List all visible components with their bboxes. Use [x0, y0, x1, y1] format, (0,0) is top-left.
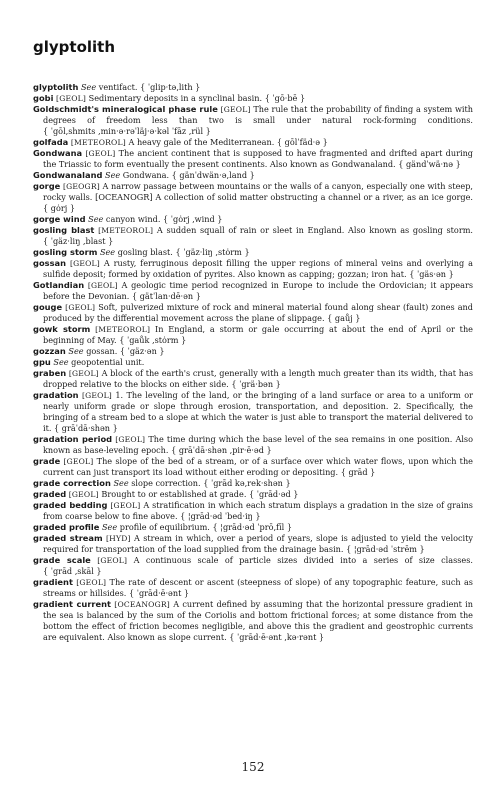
- entry-pronunciation: { ˈgō·bē }: [264, 93, 306, 103]
- entry-cross-reference: See: [99, 247, 116, 257]
- entry-headword: grade correction: [33, 478, 111, 488]
- entry-headword: gpu: [33, 357, 51, 367]
- dictionary-entry: [33, 148, 473, 170]
- entry-pronunciation: { ˈgäs·ən }: [409, 269, 454, 279]
- entry-definition: Gondwana.: [122, 170, 170, 180]
- dictionary-entry: [33, 357, 473, 368]
- dictionary-entry: [33, 489, 473, 500]
- entry-pronunciation: { ˈgaůk ‚stȯrm }: [119, 335, 187, 345]
- dictionary-entry: [33, 434, 473, 456]
- entry-pronunciation: { ˈgrād ‚skāl }: [43, 566, 102, 576]
- entry-field-label: [GEOL]: [68, 369, 99, 378]
- entry-definition: canyon wind.: [105, 214, 161, 224]
- entry-headword: graded bedding: [33, 500, 108, 510]
- entry-pronunciation: { ˈgrād·ē·ənt ‚kə·rənt }: [229, 632, 325, 642]
- entry-definition: profile of equilibrium.: [119, 522, 210, 532]
- entry-headword: Gotlandian: [33, 280, 85, 290]
- entry-pronunciation: { ˈgōl‚shmits ‚min·ə·rəˈläj·ə·kəl ˈfāz ‚rül }: [43, 126, 211, 136]
- entry-pronunciation: { ˈglip·tə‚lith }: [140, 82, 201, 92]
- entry-definition: geopotential unit.: [71, 357, 145, 367]
- entry-definition: ventifact.: [98, 82, 138, 92]
- dictionary-entry: [33, 82, 473, 93]
- dictionary-entry: [33, 456, 473, 478]
- entry-pronunciation: { ˈgäz·liŋ ‚stȯrm }: [175, 247, 250, 257]
- entry-pronunciation: { ¦grād·əd ˈprō‚fīl }: [212, 522, 293, 532]
- entry-definition: A narrow passage between mountains or the walls of a canyon, especially one with steep, rocky walls. [OCEANOGR] A collection of solid matter obstructing a channel or a river, as an ice gorge.: [43, 181, 473, 202]
- entry-field-label: [GEOL]: [85, 149, 116, 158]
- dictionary-entry: [33, 302, 473, 324]
- entry-headword: graded: [33, 489, 67, 499]
- dictionary-entry: [33, 346, 473, 357]
- entry-headword: gorge: [33, 181, 61, 191]
- dictionary-entry: [33, 478, 473, 489]
- entry-definition: 1. The leveling of the land, or the bringing of a land surface or area to a uniform or nearly uniform grade or slope through erosion, transportation, and deposition. 2. Specifically, the bringing of a stream bed to a slope at which the water is just able to transport the material delivered to it.: [43, 390, 473, 433]
- entry-headword: gradation period: [33, 434, 113, 444]
- entry-definition: A stratification in which each stratum displays a gradation in the size of grains from coarse below to fine above.: [43, 500, 473, 521]
- entry-pronunciation: { grād }: [340, 467, 376, 477]
- entry-cross-reference: See: [105, 170, 121, 180]
- dictionary-entry: [33, 522, 473, 533]
- entry-cross-reference: See: [88, 214, 104, 224]
- entry-pronunciation: { ˈgäz·ən }: [119, 346, 165, 356]
- entry-field-label: [GEOL]: [87, 281, 118, 290]
- entry-definition: A continuous scale of particle sizes divided into a series of size classes.: [133, 555, 473, 565]
- entry-definition: A block of the earth's crust, generally with a length much greater than its width, that has dropped relative to the blocks on either side.: [43, 368, 473, 389]
- entry-definition: A geologic time period recognized in Europe to include the Ordovician; it appears before the Devonian.: [43, 280, 473, 301]
- entry-definition: A heavy gale of the Mediterranean.: [128, 137, 275, 147]
- entry-headword: gorge wind: [33, 214, 86, 224]
- entry-headword: gradient current: [33, 599, 112, 609]
- page-number: 152: [241, 760, 265, 774]
- dictionary-entry: [33, 555, 473, 577]
- entry-headword: gradient: [33, 577, 73, 587]
- entry-headword: Gondwana: [33, 148, 83, 158]
- entry-pronunciation: { ¦grād·əd ˈstrēm }: [346, 544, 425, 554]
- entry-definition: The rule that the probability of finding a system with degrees of freedom less than two is small under natural rock-forming conditions.: [43, 104, 474, 125]
- entry-pronunciation: { ˈgrād kə‚rek·shən }: [203, 478, 291, 488]
- entry-field-label: [METEOROL]: [98, 226, 154, 235]
- entry-definition: The ancient continent that is supposed to have fragmented and drifted apart during the Triassic to form eventually the present continents. Also known as Gondwanaland.: [43, 148, 473, 169]
- dictionary-entry: [33, 181, 473, 214]
- dictionary-entry: [33, 104, 473, 137]
- dictionary-entry: [33, 368, 473, 390]
- entry-headword: Goldschmidt's mineralogical phase rule: [33, 104, 218, 114]
- entry-definition: The slope of the bed of a stream, or of a surface over which water flows, upon which the current can just transport its load without either eroding or depositing.: [43, 456, 473, 477]
- entry-definition: A stream in which, over a period of years, slope is adjusted to yield the velocity required for transportation of the load supplied from the drainage basin.: [43, 533, 473, 554]
- guide-word: glyptolith: [33, 38, 116, 56]
- entry-pronunciation: { gȯrj }: [43, 203, 76, 213]
- entry-cross-reference: See: [101, 522, 118, 532]
- dictionary-entry: [33, 500, 473, 522]
- entry-cross-reference: See: [68, 346, 84, 356]
- dictionary-entry: [33, 324, 473, 346]
- entry-headword: graded stream: [33, 533, 103, 543]
- entry-field-label: [GEOL]: [81, 391, 112, 400]
- entry-field-label: [GEOL]: [69, 259, 100, 268]
- entry-headword: grade scale: [33, 555, 91, 565]
- dictionary-entry: [33, 280, 473, 302]
- entry-headword: gowk storm: [33, 324, 91, 334]
- dictionary-entry: [33, 258, 473, 280]
- dictionary-entry: [33, 599, 473, 643]
- entry-headword: gossan: [33, 258, 67, 268]
- entry-pronunciation: { ˈgȯrj ‚wind }: [163, 214, 223, 224]
- entry-headword: gozzan: [33, 346, 66, 356]
- entry-field-label: [GEOL]: [63, 457, 94, 466]
- entry-definition: Sedimentary deposits in a synclinal basin.: [88, 93, 263, 103]
- entry-pronunciation: { ˈgäz·liŋ ‚blast }: [43, 236, 114, 246]
- entry-headword: gradation: [33, 390, 79, 400]
- dictionary-entry: [33, 247, 473, 258]
- dictionary-entry: [33, 225, 473, 247]
- entry-headword: golfada: [33, 137, 69, 147]
- dictionary-entry: [33, 390, 473, 434]
- entry-definition: The time during which the base level of the sea remains in one position. Also known as base-leveling epoch.: [43, 434, 473, 455]
- dictionary-entry: [33, 93, 473, 104]
- entry-definition: gossan.: [86, 346, 118, 356]
- entry-field-label: [HYD]: [106, 534, 131, 543]
- entry-headword: gobi: [33, 93, 54, 103]
- entry-field-label: [GEOL]: [65, 303, 96, 312]
- entry-definition: slope correction.: [131, 478, 201, 488]
- entry-field-label: [METEOROL]: [70, 138, 126, 147]
- entry-pronunciation: { gätˈlan·dē·ən }: [131, 291, 201, 301]
- entry-headword: Gondwanaland: [33, 170, 103, 180]
- entry-field-label: [OCEANOGR]: [114, 600, 170, 609]
- entry-headword: gosling blast: [33, 225, 95, 235]
- dictionary-entry: [33, 533, 473, 555]
- entry-cross-reference: See: [113, 478, 129, 488]
- entry-pronunciation: { gänˈdwän·ə‚land }: [171, 170, 255, 180]
- entry-headword: grade: [33, 456, 61, 466]
- entry-cross-reference: See: [53, 357, 69, 367]
- entry-pronunciation: { ˈgrä·bən }: [231, 379, 281, 389]
- entry-field-label: [GEOL]: [220, 105, 251, 114]
- entry-field-label: [GEOL]: [110, 501, 141, 510]
- entry-field-label: [GEOL]: [68, 490, 99, 499]
- entry-field-label: [GEOL]: [76, 578, 107, 587]
- entry-headword: gosling storm: [33, 247, 98, 257]
- entry-headword: gouge: [33, 302, 63, 312]
- dictionary-entry: [33, 170, 473, 181]
- entry-definition: Brought to or established at grade.: [101, 489, 247, 499]
- entry-headword: graded profile: [33, 522, 100, 532]
- dictionary-entry: [33, 577, 473, 599]
- entry-field-label: [GEOL]: [115, 435, 146, 444]
- entry-pronunciation: { gändˈwä·nə }: [398, 159, 461, 169]
- entry-pronunciation: { ˈgrād·əd }: [249, 489, 299, 499]
- entry-pronunciation: { ¦grād·əd ˈbed·iŋ }: [180, 511, 261, 521]
- entry-definition: gosling blast.: [117, 247, 173, 257]
- entry-definition: A sudden squall of rain or sleet in England. Also known as gosling storm.: [156, 225, 473, 235]
- dictionary-entry: [33, 137, 473, 148]
- dictionary-entry: [33, 214, 473, 225]
- entry-list: [33, 82, 473, 643]
- entry-definition: The rate of descent or ascent (steepness of slope) of any topographic feature, such as streams or hillsides.: [43, 577, 473, 598]
- entry-definition: A rusty, ferruginous deposit filling the upper regions of mineral veins and overlying a sulfide deposit; formed by oxidation of pyrites. Also known as capping; gozzan; iron hat.: [43, 258, 473, 279]
- entry-pronunciation: { grāˈdā·shən }: [54, 423, 118, 433]
- entry-headword: graben: [33, 368, 67, 378]
- entry-field-label: [GEOGR]: [62, 182, 100, 191]
- entry-pronunciation: { gaůj }: [327, 313, 361, 323]
- entry-definition: A current defined by assuming that the horizontal pressure gradient in the sea is balanced by the sum of the Coriolis and bottom frictional forces; at some distance from the bottom the effect of friction becomes negligible, and above this the gradient and geostrophic currents are equivalent. Also known as slope current.: [43, 599, 473, 642]
- entry-definition: Soft, pulverized mixture of rock and mineral material found along shear (fault) zones and produced by the differential movement across the plane of slippage.: [43, 302, 473, 323]
- entry-cross-reference: See: [80, 82, 97, 92]
- entry-field-label: [GEOL]: [56, 94, 87, 103]
- entry-pronunciation: { grāˈdā·shən ‚pir·ē·əd }: [171, 445, 272, 455]
- entry-headword: glyptolith: [33, 82, 79, 92]
- entry-pronunciation: { ˈgrād·ē·ənt }: [128, 588, 190, 598]
- dictionary-page: [33, 0, 473, 800]
- entry-definition: In England, a storm or gale occurring at about the end of April or the beginning of May.: [43, 324, 473, 345]
- entry-pronunciation: { gōlˈfäd·ə }: [276, 137, 328, 147]
- entry-field-label: [GEOL]: [97, 556, 128, 565]
- entry-field-label: [METEOROL]: [95, 325, 151, 334]
